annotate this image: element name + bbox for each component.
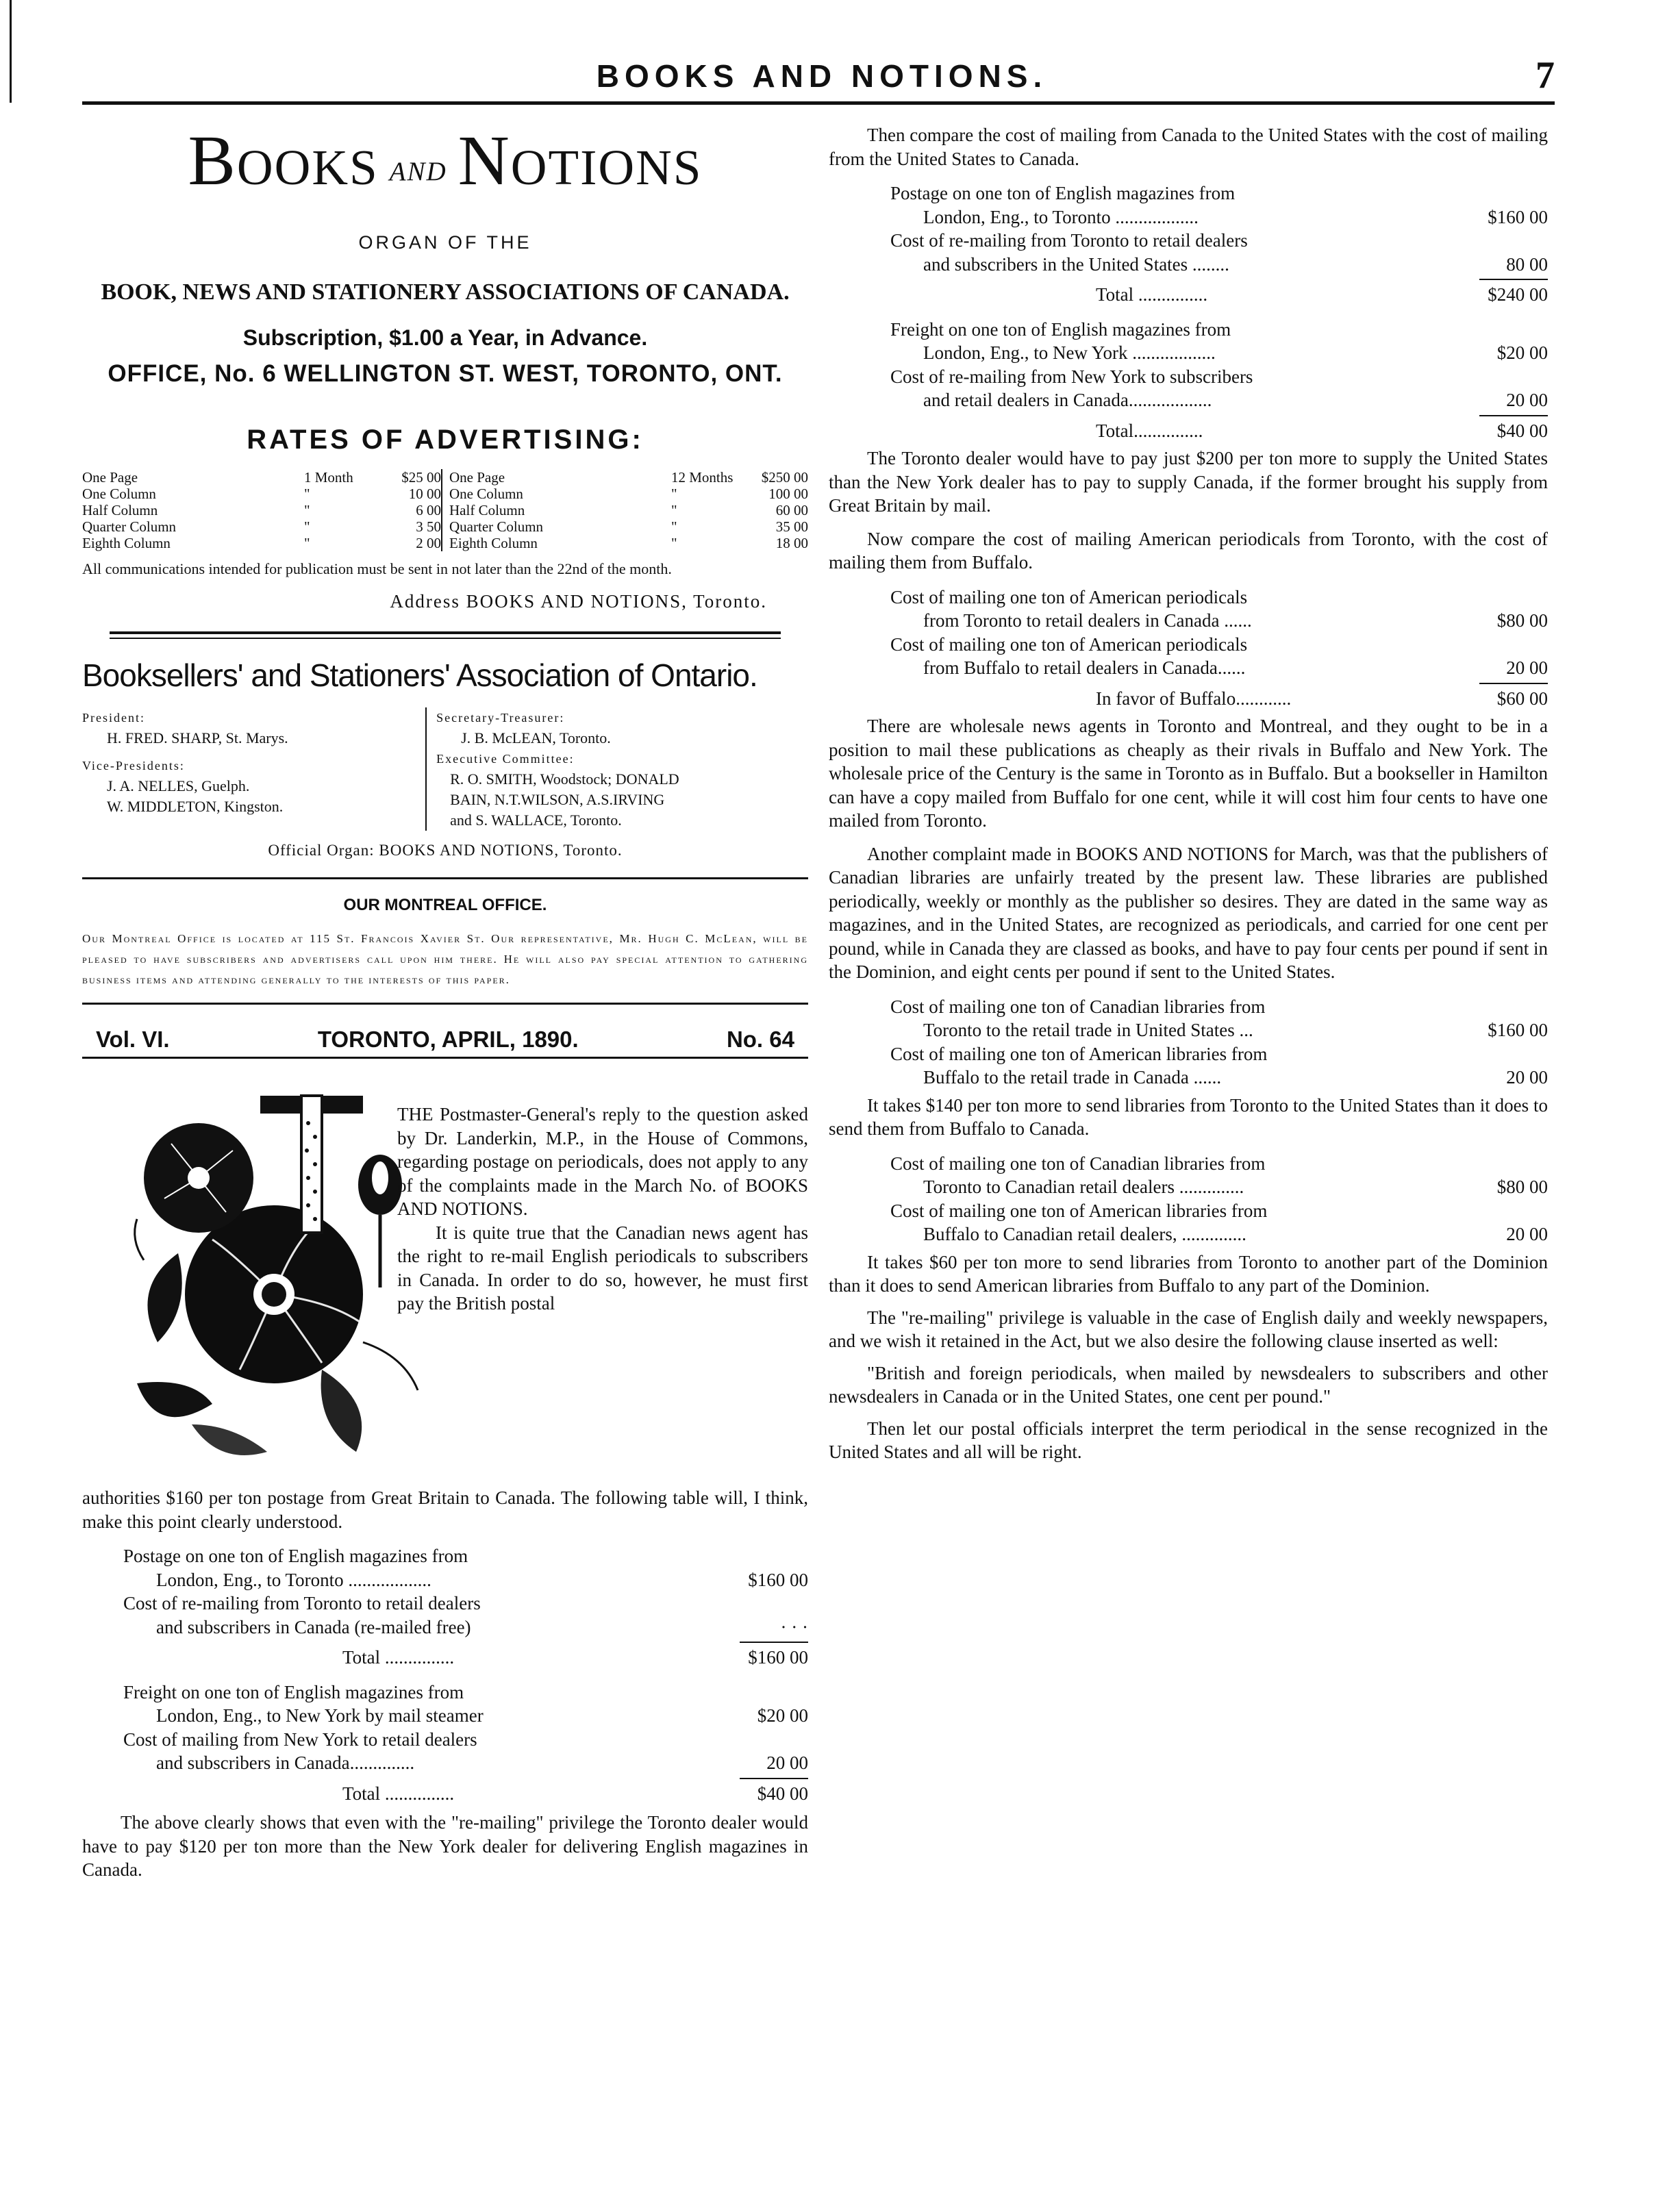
right-column (829, 123, 1548, 1464)
montreal-heading: OUR MONTREAL OFFICE. (343, 896, 547, 915)
place-date: TORONTO, APRIL, 1890. (317, 1027, 579, 1053)
ledger-description (890, 995, 1472, 1042)
ledger-line-2: Buffalo to Canadian retail dealers, .............. (923, 1224, 1246, 1244)
president-label: President: (82, 711, 145, 725)
ledger-line-2: and subscribers in the United States ........ (923, 253, 1229, 275)
rates-right-column (441, 469, 808, 551)
ledger-line-2: London, Eng., to New York .................. (923, 342, 1216, 363)
ledger-amount: 20 00 (1506, 657, 1548, 678)
organ-line: ORGAN OF THE (358, 232, 532, 253)
secretary-name: J. B. McLEAN, Toronto. (461, 729, 611, 747)
president-name: H. FRED. SHARP, St. Marys. (107, 729, 288, 747)
ledger-line-1: Cost of re-mailing from Toronto to retail dealers (890, 230, 1248, 251)
rate-price: 35 00 (775, 518, 808, 535)
issue-number: No. 64 (726, 1027, 794, 1053)
rate-price: 18 00 (775, 534, 808, 551)
rates-note: All communications intended for publication must be sent in not later than the 22nd of the month. (82, 560, 672, 577)
ledger-line-2: London, Eng., to New York by mail steamer (156, 1705, 484, 1726)
ledger-amount: 20 00 (1506, 1067, 1548, 1088)
ledger-description (890, 229, 1472, 276)
ledger-amount: 80 00 (1506, 253, 1548, 275)
official-organ: Official Organ: BOOKS AND NOTIONS, Toronto. (268, 842, 623, 859)
rate-name: Eighth Column (82, 534, 171, 551)
ledger-line-1: Cost of mailing one ton of American periodicals (890, 633, 1248, 655)
right-cost-table-5 (890, 1152, 1548, 1246)
rates-title: RATES OF ADVERTISING: (247, 424, 644, 455)
ledger-line-1: Cost of mailing one ton of Canadian libraries from (890, 1153, 1266, 1174)
ledger-line-2: London, Eng., to Toronto .................. (156, 1569, 431, 1590)
rate-row (449, 502, 808, 518)
officers-left (82, 707, 425, 831)
right-paragraph-1: Then compare the cost of mailing from Canada to the United States with the cost of mailing from the United States to Canada. (829, 125, 1548, 169)
rate-price: 60 00 (775, 501, 808, 518)
ledger-amount: 20 00 (1506, 1224, 1548, 1244)
rate-name: Half Column (82, 501, 158, 518)
subscription-line: Subscription, $1.00 a Year, in Advance. (242, 325, 648, 350)
ledger-line-1: Cost of re-mailing from Toronto to retail dealers (123, 1593, 481, 1614)
ledger-row (123, 1681, 808, 1728)
ledger-line-1: Freight on one ton of English magazines from (890, 318, 1231, 340)
ledger-line-1: Cost of mailing one ton of Canadian libraries from (890, 996, 1266, 1017)
article-paragraph-1: THE Postmaster-General's reply to the question asked by Dr. Landerkin, M.P., in the House of Commons, regarding postage on periodicals, does not apply to any of the complaints made in the March No. of BOOKS AND NOTIONS. (397, 1104, 808, 1220)
ledger-total-amount: $40 00 (757, 1783, 808, 1804)
rate-row (82, 535, 441, 551)
ledger-row (890, 633, 1548, 680)
ledger-row (890, 995, 1548, 1042)
rate-name: Quarter Column (82, 518, 177, 535)
rates-left-column (82, 469, 441, 551)
ledger-line-1: Cost of re-mailing from New York to subscribers (890, 366, 1253, 387)
rate-period: " (671, 485, 677, 502)
right-paragraph-7: It takes $60 per ton more to send libraries from Toronto to another part of the Dominion than it does to send American libraries from Buffalo to any part of the Dominion. (829, 1251, 1548, 1296)
rate-price: $250 00 (761, 468, 808, 486)
ledger-amount: $20 00 (1496, 342, 1548, 363)
ledger-description (890, 1199, 1472, 1246)
left-cost-table-2 (123, 1681, 808, 1806)
ledger-description (123, 1728, 733, 1775)
sum-rule (1479, 415, 1548, 416)
ledger-row (890, 1199, 1548, 1246)
rate-period: " (304, 501, 310, 518)
rate-name: Quarter Column (449, 518, 544, 535)
rates-address: Address BOOKS AND NOTIONS, Toronto. (390, 591, 767, 612)
rate-row (82, 469, 441, 486)
ledger-total-row (890, 687, 1548, 711)
right-cost-table-1 (890, 181, 1548, 307)
ledger-amount: $20 00 (757, 1705, 808, 1726)
ledger-total-label: In favor of Buffalo............ (1096, 688, 1292, 709)
sum-rule (740, 1642, 808, 1643)
executive-line-1: R. O. SMITH, Woodstock; DONALD (450, 770, 679, 788)
officers-block (82, 707, 808, 831)
rate-period: 12 Months (671, 468, 734, 486)
vice-presidents-label: Vice-Presidents: (82, 759, 185, 773)
right-paragraph-6: It takes $140 per ton more to send libraries from Toronto to the United States than it does to send them from Buffalo to Canada. (829, 1094, 1548, 1139)
ledger-amount: $80 00 (1496, 1177, 1548, 1197)
ledger-row (890, 365, 1548, 412)
rate-period: " (304, 534, 310, 551)
right-paragraph-9: "British and foreign periodicals, when mailed by newsdealers to subscribers and other newsdealers in Canada or in the United States, one cent per pound." (829, 1362, 1548, 1407)
ledger-amount: $160 00 (748, 1569, 808, 1590)
ledger-line-2: London, Eng., to Toronto .................. (923, 206, 1199, 227)
ledger-description (890, 365, 1472, 412)
ledger-total-row (890, 283, 1548, 307)
ledger-description (890, 318, 1472, 365)
ledger-row (890, 318, 1548, 365)
rate-period: " (671, 518, 677, 535)
right-paragraph-2: The Toronto dealer would have to pay just $200 per ton more to supply the United States than the New York dealer has to pay to supply Canada, if the former brought his supply from Great Britain by mail. (829, 448, 1548, 516)
ledger-total-label: Total ............... (342, 1783, 455, 1804)
volume: Vol. VI. (96, 1027, 170, 1053)
executive-line-2: BAIN, N.T.WILSON, A.S.IRVING (450, 791, 665, 809)
rate-name: Eighth Column (449, 534, 538, 551)
right-paragraph-3: Now compare the cost of mailing American periodicals from Toronto, with the cost of mailing them from Buffalo. (829, 528, 1548, 573)
double-rule (110, 631, 781, 639)
ledger-total-row (890, 419, 1548, 443)
article-opening (82, 1082, 808, 1486)
ledger-description (890, 1152, 1472, 1199)
rate-price: 2 00 (416, 534, 441, 551)
rate-row (449, 535, 808, 551)
ledger-amount: $160 00 (1488, 1020, 1548, 1040)
ledger-description (890, 633, 1472, 680)
ledger-row (123, 1544, 808, 1592)
ledger-line-2: and subscribers in Canada (re-mailed free) (156, 1616, 471, 1637)
running-head-title: BOOKS AND NOTIONS. (596, 58, 1048, 94)
ledger-line-1: Postage on one ton of English magazines from (890, 183, 1236, 203)
left-column (82, 120, 808, 1882)
executive-line-3: and S. WALLACE, Toronto. (450, 812, 622, 829)
article-paragraph-3: The above clearly shows that even with the "re-mailing" privilege the Toronto dealer would have to pay $120 per ton more than the New York dealer for delivering English magazines in Canada. (82, 1812, 808, 1881)
ledger-total-row (123, 1782, 808, 1806)
right-paragraph-4: There are wholesale news agents in Toronto and Montreal, and they ought to be in a position to mail these publications as cheaply as their rivals in Buffalo and New York. The wholesale price of the Century is the same in Toronto as in Buffalo. But a bookseller in Hamilton can have a copy mailed from Buffalo for one cent, while it will cost him four cents to have one mailed from Toronto. (829, 716, 1548, 831)
ledger-amount: $80 00 (1496, 610, 1548, 631)
article-opening-text (397, 1103, 808, 1316)
sum-rule (740, 1778, 808, 1779)
masthead-books: Books (188, 121, 379, 200)
page-edge-rule (10, 0, 12, 103)
section-rule-2 (82, 1003, 808, 1005)
executive-label: Executive Committee: (436, 752, 575, 766)
article-paragraph-2-end: authorities $160 per ton postage from Great Britain to Canada. The following table will, I think, make this point clearly understood. (82, 1487, 808, 1532)
right-paragraph-5: Another complaint made in BOOKS AND NOTIONS for March, was that the publishers of Canadian libraries are unfairly treated by the present law. These libraries are published periodically, weekly or monthly as the publisher so desires. They are dated in the same way as magazines, and in the United States, are recognized as periodicals, and carried for one cent per pound, while in Canada they are classed as books, and have to pay four cents per pound if sent in the Dominion, and eight cents per pound if sent to the United States. (829, 843, 1548, 982)
ledger-row (890, 586, 1548, 633)
ledger-row (890, 229, 1548, 276)
ledger-total-amount: $160 00 (748, 1647, 808, 1668)
page-number: 7 (1536, 54, 1555, 97)
right-paragraph-8: The "re-mailing" privilege is valuable in the case of English daily and weekly newspapers, and we wish it retained in the Act, but we also desire the following clause inserted as well: (829, 1307, 1548, 1351)
rate-price: 100 00 (768, 485, 808, 502)
article-paragraph-2-start: It is quite true that the Canadian news agent has the right to re-mail English periodicals to subscribers in Canada. In order to do so, however, he must first pay the British postal (397, 1222, 808, 1314)
office-line: OFFICE, No. 6 WELLINGTON ST. WEST, TORONTO, ONT. (108, 360, 783, 387)
running-head (89, 53, 1555, 101)
ledger-line-1: Postage on one ton of English magazines from (123, 1546, 468, 1567)
rate-period: " (671, 534, 677, 551)
ledger-line-1: Freight on one ton of English magazines from (123, 1681, 464, 1702)
flower-initial-illustration (116, 1082, 431, 1466)
rate-row (449, 469, 808, 486)
ledger-line-2: from Toronto to retail dealers in Canada ...... (923, 610, 1252, 631)
ledger-description (890, 586, 1472, 633)
association-title: Booksellers' and Stationers' Association of Ontario. (82, 657, 757, 694)
ledger-description (123, 1681, 733, 1728)
ledger-row (890, 1042, 1548, 1090)
issue-rule (82, 1057, 808, 1059)
masthead-notions: Notions (458, 121, 703, 200)
ledger-total-label: Total ............... (1096, 284, 1208, 305)
ledger-line-2: and subscribers in Canada.............. (156, 1752, 415, 1774)
ledger-row (890, 181, 1548, 229)
ledger-line-2: and retail dealers in Canada.................. (923, 390, 1212, 410)
ledger-line-2: Toronto to the retail trade in United States ... (923, 1020, 1253, 1040)
ledger-row (123, 1728, 808, 1775)
associations-heading: BOOK, NEWS AND STATIONERY ASSOCIATIONS OF CANADA. (101, 279, 790, 305)
sum-rule (1479, 683, 1548, 684)
ledger-amount: · · · (780, 1616, 808, 1637)
ledger-amount: 20 00 (1506, 390, 1548, 410)
rate-period: " (304, 518, 310, 535)
ledger-amount: $160 00 (1488, 206, 1548, 227)
rate-name: One Page (449, 468, 505, 486)
rate-row (449, 518, 808, 535)
right-paragraph-10: Then let our postal officials interpret the term periodical in the sense recognized in the United States and all will be right. (829, 1418, 1548, 1462)
masthead-and: and (389, 147, 447, 190)
ledger-line-1: Cost of mailing one ton of American libraries from (890, 1200, 1268, 1221)
right-cost-table-4 (890, 995, 1548, 1090)
right-cost-table-3 (890, 586, 1548, 711)
ledger-line-1: Cost of mailing from New York to retail dealers (123, 1729, 477, 1750)
ledger-row (123, 1592, 808, 1639)
ledger-description (123, 1592, 733, 1639)
masthead-title (82, 121, 808, 200)
ledger-total-amount: $60 00 (1496, 688, 1548, 709)
rate-period: " (304, 485, 310, 502)
rate-name: Half Column (449, 501, 525, 518)
right-cost-table-2 (890, 318, 1548, 443)
rate-price: 10 00 (408, 485, 441, 502)
issue-line (82, 1027, 808, 1053)
ledger-row (890, 1152, 1548, 1199)
rate-price: 6 00 (416, 501, 441, 518)
rate-period: 1 Month (304, 468, 353, 486)
ledger-total-amount: $40 00 (1496, 420, 1548, 441)
rate-name: One Column (449, 485, 523, 502)
rate-row (449, 486, 808, 502)
rate-name: One Column (82, 485, 156, 502)
officers-right (425, 707, 808, 831)
rate-price: 3 50 (416, 518, 441, 535)
vice-president-1: J. A. NELLES, Guelph. (107, 777, 250, 795)
rate-price: $25 00 (401, 468, 441, 486)
ledger-line-1: Cost of mailing one ton of American periodicals (890, 586, 1248, 607)
section-rule (82, 877, 808, 879)
ledger-total-label: Total............... (1096, 420, 1203, 441)
running-head-rule (82, 101, 1555, 105)
rate-period: " (671, 501, 677, 518)
ledger-line-2: Buffalo to the retail trade in Canada ...... (923, 1067, 1222, 1088)
rate-row (82, 502, 441, 518)
rates-table (82, 469, 808, 551)
sum-rule (1479, 279, 1548, 280)
ledger-total-amount: $240 00 (1488, 284, 1548, 305)
ledger-line-1: Cost of mailing one ton of American libraries from (890, 1043, 1268, 1064)
ledger-line-2: Toronto to Canadian retail dealers .............. (923, 1177, 1244, 1197)
ledger-total-row (123, 1646, 808, 1670)
ledger-line-2: from Buffalo to retail dealers in Canada...... (923, 657, 1246, 678)
ledger-total-label: Total ............... (342, 1647, 455, 1668)
montreal-body: Our Montreal Office is located at 115 St. Francois Xavier St. Our representative, Mr. Hugh C. McLean, will be pleased to have subscribers and advertisers call upon him there. He will also pay special attention to gathering business items and attending generally to the interests of this paper. (82, 932, 808, 987)
ledger-description (123, 1544, 733, 1592)
ledger-amount: 20 00 (766, 1752, 808, 1774)
ledger-description (890, 1042, 1472, 1090)
left-cost-table-1 (123, 1544, 808, 1670)
ledger-description (890, 181, 1472, 229)
rate-row (82, 518, 441, 535)
vice-president-2: W. MIDDLETON, Kingston. (107, 798, 284, 816)
rate-name: One Page (82, 468, 138, 486)
secretary-label: Secretary-Treasurer: (436, 711, 565, 725)
rate-row (82, 486, 441, 502)
